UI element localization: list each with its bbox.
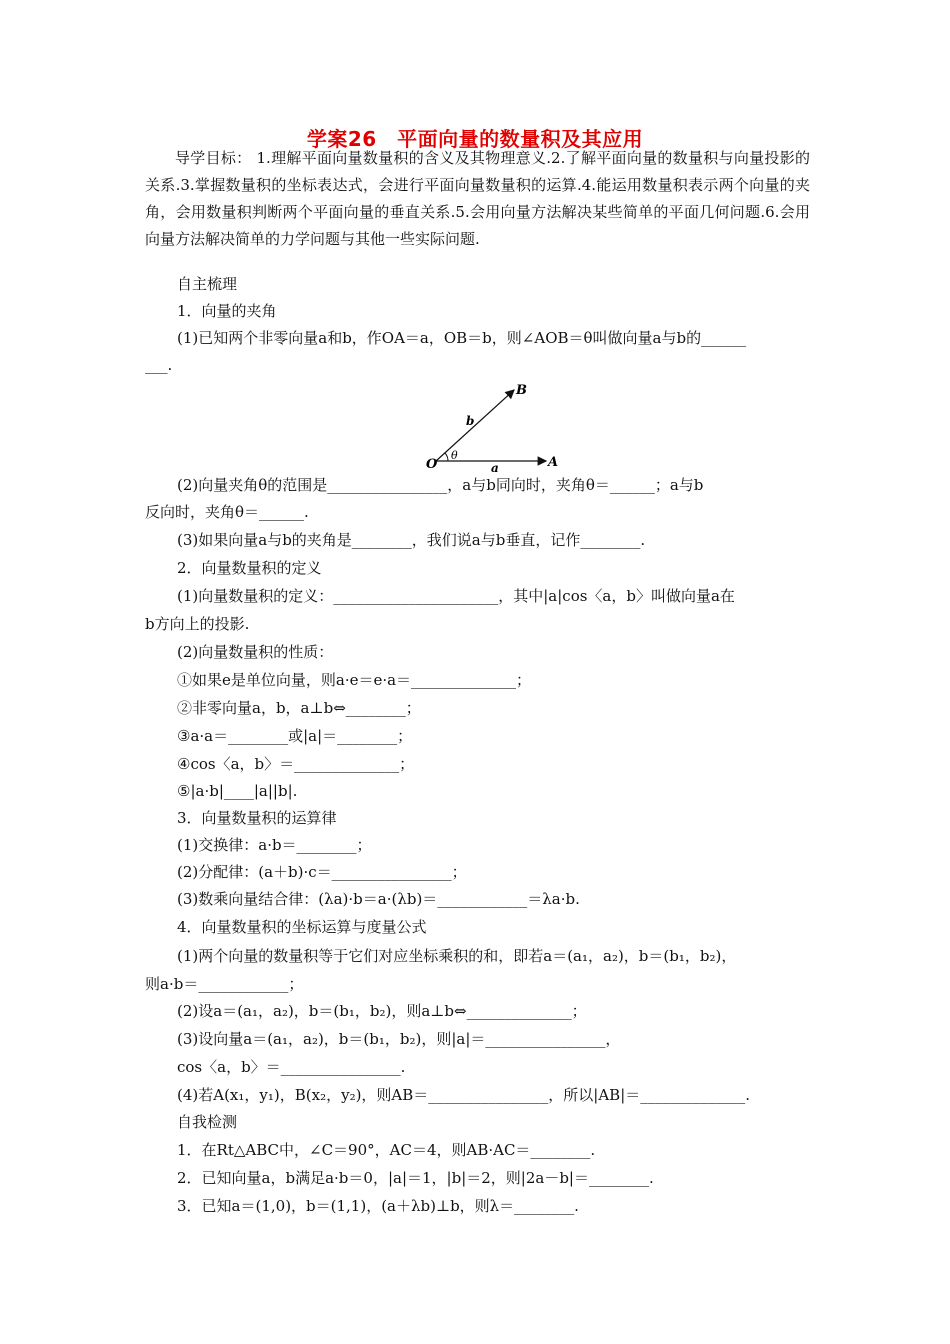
label-vector-b: b <box>466 414 475 428</box>
text-line: (1)两个向量的数量积等于它们对应坐标乘积的和，即若a＝(a₁，a₂)，b＝(b₁，b₂)， <box>177 947 737 965</box>
text-line: (4)若A(x₁，y₁)，B(x₂，y₂)，则AB＝________________，所以|AB|＝______________. <box>177 1086 751 1104</box>
text-line: b方向上的投影. <box>145 615 250 633</box>
label-vector-a: a <box>491 461 499 474</box>
text-line: ④cos〈a，b〉＝______________； <box>177 755 415 773</box>
text-line: 反向时，夹角θ＝______. <box>145 503 309 521</box>
label-a-point: A <box>548 455 559 470</box>
text-line: (2)向量夹角θ的范围是________________，a与b同向时，夹角θ＝______；a与b <box>177 476 704 494</box>
exercise-3: 3．已知a＝(1,0)，b＝(1,1)，(a＋λb)⊥b，则λ＝________. <box>177 1197 579 1215</box>
intro-paragraph <box>145 145 810 253</box>
text-line: (3)数乘向量结合律：(λa)·b＝a·(λb)＝____________＝λa·b. <box>177 890 580 908</box>
label-b-point: B <box>516 383 527 398</box>
text-line: ②非零向量a，b，a⊥b⇔________； <box>177 699 421 717</box>
heading-dot-product-definition: 2．向量数量积的定义 <box>177 559 322 577</box>
heading-vector-angle: 1．向量的夹角 <box>177 302 277 320</box>
section-heading-self-review: 自主梳理 <box>177 275 238 293</box>
text-line: (2)设a＝(a₁，a₂)，b＝(b₁，b₂)，则a⊥b⇔______________； <box>177 1002 587 1020</box>
text-line: 则a·b＝____________； <box>145 975 304 993</box>
text-line: ③a·a＝________或|a|＝________； <box>177 727 413 745</box>
text-line: cos〈a，b〉＝________________. <box>177 1058 406 1076</box>
text-line: (2)分配律：(a＋b)·c＝________________； <box>177 863 467 881</box>
label-o: O <box>426 457 438 472</box>
heading-operation-laws: 3．向量数量积的运算律 <box>177 809 337 827</box>
text-line: ①如果e是单位向量，则a·e＝e·a＝______________； <box>177 671 532 689</box>
vector-b-line <box>436 390 514 461</box>
text-line: (3)设向量a＝(a₁，a₂)，b＝(b₁，b₂)，则|a|＝________________， <box>177 1030 621 1048</box>
text-line: (3)如果向量a与b的夹角是________，我们说a与b垂直，记作________. <box>177 531 646 549</box>
heading-coordinate-operations: 4．向量数量积的坐标运算与度量公式 <box>177 918 427 936</box>
page-title: 学案26 平面向量的数量积及其应用 <box>306 127 644 151</box>
vector-angle-figure <box>418 378 568 474</box>
text-line: ___. <box>145 356 173 374</box>
text-line: ⑤|a·b|____|a||b|. <box>177 782 298 800</box>
text-line: (1)已知两个非零向量a和b，作OA＝a，OB＝b，则∠AOB＝θ叫做向量a与b的______ <box>177 329 747 347</box>
label-theta: θ <box>451 449 458 462</box>
intro-text: 导学目标： 1.理解平面向量数量积的含义及其物理意义.2.了解平面向量的数量积与向量投影的关系.3.掌握数量积的坐标表达式，会进行平面向量数量积的运算.4.能运用数量积表示两个向量的夹角，会用数量积判断两个平面向量的垂直关系.5.会用向量方法解决某些简单的平面几何问题.6.会用向量方法解决简单的力学问题与其他一些实际问题. <box>145 149 810 248</box>
angle-arc <box>445 453 448 461</box>
section-heading-self-check: 自我检测 <box>177 1113 238 1131</box>
text-line: (2)向量数量积的性质： <box>177 643 334 661</box>
exercise-1: 1．在Rt△ABC中，∠C＝90°，AC＝4，则AB·AC＝________. <box>177 1141 596 1159</box>
exercise-2: 2．已知向量a，b满足a·b＝0，|a|＝1，|b|＝2，则|2a－b|＝________. <box>177 1169 654 1187</box>
text-line: (1)向量数量积的定义：______________________，其中|a|cos〈a，b〉叫做向量a在 <box>177 587 735 605</box>
text-line: (1)交换律：a·b＝________； <box>177 836 372 854</box>
